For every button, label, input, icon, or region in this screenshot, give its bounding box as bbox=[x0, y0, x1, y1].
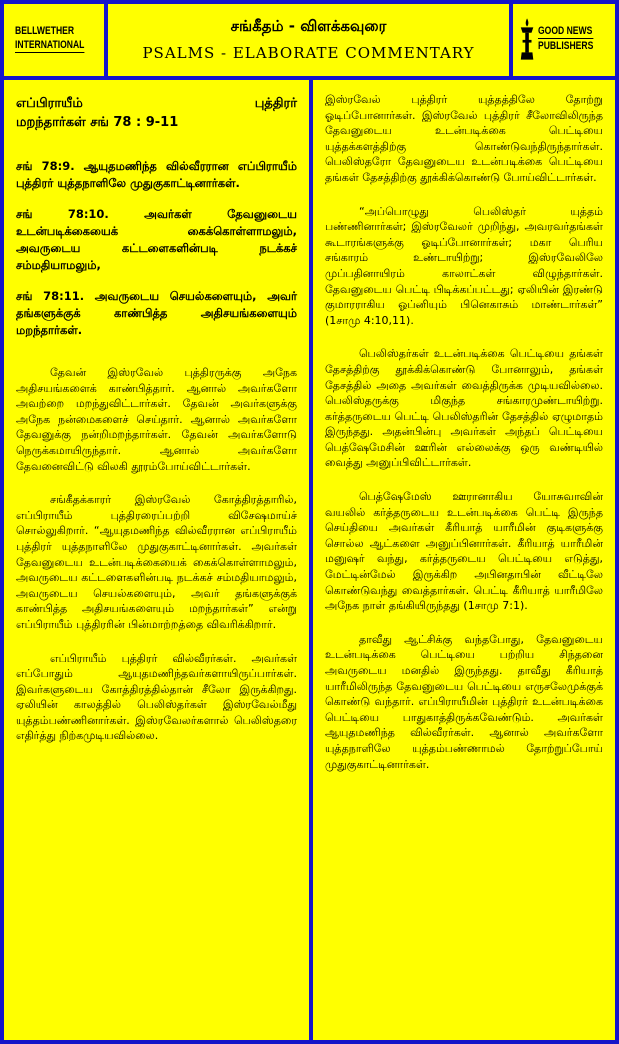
paragraph: எப்பிராயீம் புத்திரர் வில்வீரர்கள். அவர்கள் எப்போதும் ஆயுதமணிந்தவர்களாயிருப்பார்கள். இவர்களுடைய கோத்திரத்தில்தான் சீலோ இருக்கிறது. ஏலியின் காலத்தில் பெலிஸ்தர்கள் இஸ்ரவேல்மீது யுத்தம்பண்ணினார்கள். இஸ்ரவேலர்களால் பெலிஸ்தரை எதிர்த்து நிற்கமுடியவில்லை. bbox=[16, 651, 297, 743]
article-title-line2: மறந்தார்கள் சங் 78 : 9-11 bbox=[16, 115, 179, 130]
logo-good-news bbox=[513, 4, 615, 76]
logo-left-line1: BELLWETHER bbox=[15, 25, 75, 37]
logo-right-line1: GOOD NEWS bbox=[538, 25, 593, 37]
article-title-line1: எப்பிராயீம் புத்திரர் bbox=[16, 96, 297, 111]
paragraph: பெலிஸ்தர்கள் உடன்படிக்கை பெட்டியை தங்கள் தேசத்திற்கு தூக்கிக்கொண்டு போனாலும், தங்கள் தேசத்தில் அதை அவர்கள் வைத்திருக்க முடியவில்லை. பெலிஸ்தருக்கு மிகுந்த சங்காரமுண்டாயிற்று. கர்த்தருடைய பெட்டி பெலிஸ்தரின் தேசத்தில் ஏழுமாதம் இருந்தது. அதன்பின்பு அவர்கள் அந்தப் பெட்டியை பெத்ஷேமேசின் ஊரின் எல்லைக்கு ஒரு வண்டியில் வைத்து அனுப்பிவிட்டார்கள். bbox=[325, 347, 603, 470]
page-header bbox=[108, 4, 509, 76]
article-title bbox=[16, 94, 297, 132]
paragraph: இஸ்ரவேல் புத்திரர் யுத்தத்திலே தோற்று ஓடிப்போனார்கள். இஸ்ரவேல் புத்திரர் சீலோவிலிருந்த தேவனுடைய உடன்படிக்கை பெட்டியை யுத்தக்களத்திற்கு கொண்டுவந்திருந்தார்கள். பெலிஸ்தரோ தேவனுடைய உடன்படிக்கை பெட்டியை தங்கள் தேசத்திற்கு தூக்கிக்கொண்டு போய்விட்டார்கள். bbox=[325, 93, 603, 184]
paragraph: தேவன் இஸ்ரவேல் புத்திரருக்கு அநேக அதிசயங்களைக் காண்பித்தார். ஆனால் அவர்களோ அவற்றை மறந்துவிட்டார்கள். தேவன் அவர்களுக்கு அநேக நன்மைகளைச் செய்தார். ஆனால் அவர்களோ தேவனுக்கு நன்றிமறந்தார்கள். தேவன் அவர்களோடு நெருக்கமாயிருந்தார். ஆனால் அவர்களோ தேவனைவிட்டு விலகி தூரம்போய்விட்டார்கள். bbox=[16, 366, 297, 473]
verse-9: சங் 78:9. ஆயுதமணிந்த வில்வீரரான எப்பிராயீம் புத்திரர் யுத்தநாளிலே முதுகுகாட்டினார்கள். bbox=[16, 159, 297, 190]
paragraph: சங்கீதக்காரர் இஸ்ரவேல் கோத்திரத்தாரில், எப்பிராயீம் புத்திரரைப்பற்றி விசேஷமாய்ச் சொல்லுகிறார். “ஆயுதமணிந்த வில்வீரரான எப்பிராயீம் புத்திரர் யுத்தநாளிலே முதுகுகாட்டினார்கள். அவர்கள் தேவனுடைய உடன்படிக்கையைக் கைக்கொள்ளாமலும், அவருடைய கட்டளைகளின்படி நடக்கச் சம்மதியாமலும், அவருடைய செயல்களையும், அவர் தங்களுக்குக் காண்பித்த அதிசயங்களையும் மறந்தார்கள்” என்று எப்பிராயீம் புத்திரரின் பின்மாற்றத்தை விவரிக்கிறார். bbox=[16, 493, 297, 631]
right-column bbox=[313, 80, 615, 1040]
paragraph: தாவீது ஆட்சிக்கு வந்தபோது, தேவனுடைய உடன்படிக்கை பெட்டியை பற்றிய சிந்தனை அவருடைய மனதில் இருந்தது. தாவீது கீரியாத் யாரீமிலிருந்த தேவனுடைய பெட்டியை எருசலேமுக்குக் கொண்டு வந்தார். எப்பிராயீமின் புத்திரர் உடன்படிக்கை பெட்டியை பாதுகாத்திருக்கவேண்டும். அவர்கள் ஆயுதமணிந்த வில்வீரர்கள். ஆனால் அவர்களோ யுத்தநாளிலே யுத்தம்பண்ணாமல் தோற்றுப்போய் முதுகுகாட்டினார்கள். bbox=[325, 632, 603, 771]
left-column bbox=[4, 80, 309, 1040]
header-title-english: PSALMS - ELABORATE COMMENTARY bbox=[142, 44, 475, 62]
verse-11: சங் 78:11. அவருடைய செயல்களையும், அவர் தங்களுக்குக் காண்பித்த அதிசயங்களையும் மறந்தார்கள். bbox=[16, 289, 297, 337]
verse-10: சங் 78:10. அவர்கள் தேவனுடைய உடன்படிக்கையைக் கைக்கொள்ளாமலும், அவருடைய கட்டளைகளின்படி நடக்கச் சம்மதியாமலும், bbox=[16, 207, 297, 272]
lamp-icon bbox=[519, 14, 535, 64]
paragraph: பெத்ஷேமேஸ் ஊரானாகிய யோசுவாவின் வயலில் கர்த்தருடைய உடன்படிக்கை பெட்டி இருந்த செய்தியை அவர்கள் கீரியாத் யாரீமின் குடிகளுக்கு சொல்ல ஆட்களை அனுப்பினார்கள். கீரியாத் யாரீமின் மனுஷர் வந்து, கர்த்தருடைய பெட்டியை எடுத்து, மேட்டின்மேல் இருக்கிற அபினதாபின் வீட்டிலே கொண்டுவந்து வைத்தார்கள். பெட்டி கீரியாத் யாரீமிலே அநேக நாள் தங்கியிருந்தது (1சாமு 7:1). bbox=[325, 490, 603, 613]
logo-left-line2: INTERNATIONAL bbox=[15, 39, 85, 51]
logo-bellwether bbox=[4, 4, 104, 76]
header-title-tamil: சங்கீதம் - விளக்கவுரை bbox=[230, 17, 387, 35]
paragraph: “அப்பொழுது பெலிஸ்தர் யுத்தம் பண்ணினார்கள்; இஸ்ரவேலர் முறிந்து, அவரவர்தங்கள் கூடாரங்களுக்கு ஓடிப்போனார்கள்; மகா பெரிய சங்காரம் உண்டாயிற்று; இஸ்ரவேலிலே முப்பதினாயிரம் காலாட்கள் விழுந்தார்கள். தேவனுடைய பெட்டி பிடிக்கப்பட்டது; ஏலியின் இரண்டு குமாரராகிய ஓப்னியும் பினெகாசும் மாண்டார்கள்” (1சாமு 4:10,11). bbox=[325, 204, 603, 327]
logo-right-line2: PUBLISHERS bbox=[538, 40, 594, 52]
